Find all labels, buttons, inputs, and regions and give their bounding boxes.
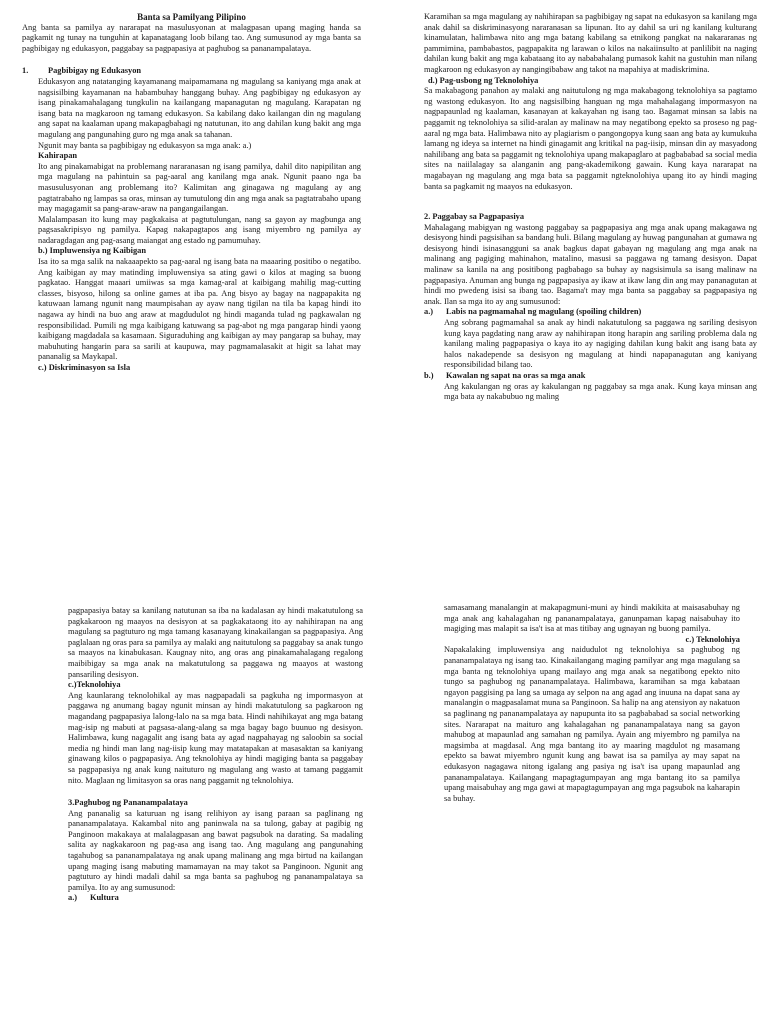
subheading-teknolohiya-pananampalataya: c.) Teknolohiya (685, 634, 740, 644)
column-bottom-left (68, 606, 363, 904)
subheading-kultura (68, 893, 363, 904)
column-top-right (424, 12, 757, 403)
item-b-number: b.) (424, 371, 434, 380)
subheading-kahirapan: Kahirapan (38, 151, 78, 161)
intro-paragraph: Ang banta sa pamilya ay nararapat na masulusyonan at malagpasan upang maging handa sa pagkamit ng tunay na tunguhin at kapanatagang loob bilang tao. Ang sumusunod ay mga banta sa pagbibigay ng edukasyon, paggabay sa pagpapasiya at paghubog sa pananampalataya. (22, 22, 361, 53)
teknolohiya-edukasyon-paragraph: Sa makabagong panahon ay malaki ang naitutulong ng mga makabagong teknolohiya sa pagtamo ng wastong edukasyon. Ito ang nagsisilbing hanguan ng mga mahahalagang impormasyon na nagpapaunlad ng kaalaman, kasanayan at kakayahan ng isang tao. Bagamat minsan sa labis na paggamit ng teknolohiya sa silid-aralan ay malinaw na may negatibong epekto sa proseso ng pag-aaral ng mga bata. Halimbawa nito ay plagiarism o pangongopya kung saan ang bata ay kumukuha lamang ng ideya sa internet na hindi ginagamit ang kritikal na pag-iisip, minsan din ay masyadong nahilibang ang bata sa paggamit ng teknolohiya upang makapaglaro at pagbababad sa social media sites na naiilalagay sa alanganin ang pang-akademikong gawain. Kung kaya nararapat na magabayan ng magulang ang mga bata sa paggamit ngteknolohiya upang ito ay hindi maging banta sa pagkamit ng maayos na edukasyon. (424, 86, 757, 191)
subheading-labis-na-pagmamahal (424, 307, 757, 318)
pananampalataya-continued-paragraph: samasamang manalangin at makapagmuni-muni ay hindi makikita at maisasabuhay ng mga anak ang kahalagahan ng pananampalataya, ganunpaman kapag naisabuhay ito magiging mas malapit sa isa't isa at mas titibay ang ugnayan ng buong pamilya. (444, 603, 740, 634)
diskriminasyon-paragraph: Karamihan sa mga magulang ay nahihirapan sa pagbibigay ng sapat na edukasyon sa kanilang mga anak dahil sa diskriminasyong nararanasan sa lipunan. Ito ay dahil sa uri ng kanilang kulturang kinamulatan, halimbawa nito ang mga batang kabilang sa etnikong pangkat na nakararanas ng pammimina, pambabastos, pagpapakita ng larawan o kilos na nakaiinsulto at panlilibit na naging dahilan kung bakit ang mga kabataang ito ay nababahalang pumasok kahit na gustuhin man nilang magkaroon ng edukasyon ay nangingibabaw ang takot na mapahiya at madiskrimina. (424, 12, 757, 74)
kawalan-ng-oras-paragraph: Ang kakulangan ng oras ay kakulangan ng paggabay sa mga anak. Kung kaya minsan ang mga bata ay nakabubuo ng maling (444, 381, 757, 402)
section-1-heading (22, 66, 361, 77)
impluwensiya-paragraph: Isa ito sa mga salik na nakaaapekto sa pag-aaral ng isang bata na maaaring positibo o negatibo. Ang kaibigan ay may matinding impluwensiya sa ating gawi o kilos at maging sa buong pagkatao. Hanggat maaari umiiwas sa mga kamag-aral at kaibigang mahilig mag-cutting classes, bisyoso, hilong sa online games at iba pa. Ang bisyo ay bagay na nagpapakita ng katuwaan lamang ngunit nang maumpisahan ay ayaw nang tigilan na tila ba kapag hindi ito nagawa ay hindi na buo ang araw at magdudulot ng hindi maganda tulad ng pagkawalan ng responsibilidad. Pumili ng mga kaibigang katuwang sa pag-abot ng mga pangarap hindi yaong kaibigang magdadala sa kasamaan. Siguraduhing ang kaibigan ay may pangarap sa buhay, may mabuhuting hangarin para sa sarili at kaupuwa, may pagmamalasakit at higit sa lahat may pananalig sa Maykapal. (38, 257, 361, 362)
kahirapan-paragraph-1: Ito ang pinakamabigat na problemang nararanasan ng isang pamilya, dahil dito napipilitan ang mga magulang na pahintuin sa pag-aaral ang kanilang mga anak. Ngunit paano nga ba masusulusyonan ang problemang ito? Kalimitan ang ginagawa ng magulang ay ang pagtatrabaho ng lampas sa oras, minsan ay tumutulong din ang mga anak sa pagtatrabaho upang may magagamit sa pang-araw-araw na pangangailangan. (38, 161, 361, 214)
kultura-number: a.) (68, 893, 78, 903)
column-bottom-right (444, 603, 740, 804)
subheading-impluwensiya: b.) Impluwensiya ng Kaibigan (38, 246, 146, 256)
kultura-title: Kultura (90, 893, 119, 903)
section-1-paragraph: Edukasyon ang natatanging kayamanang maipamamana ng magulang sa kaniyang mga anak at nagsisilbing kayamanan na habambuhay hanggang buhay. Ang pagbibigay ng edukasyon ay isang pinakamahalagang tungkulin na kailangang mapanagutan ng magulang. Karapatan ng isang bata na magkaroon ng tamang edukasyon. Sa kabilang dako kailangan din ng magulang ang sapat na kaalaman upang makapagbahagi ng natutunan, ito ang dahilan kung bakit ang mga magulang ang pangunahing guro ng mga anak sa tahanan. (38, 76, 361, 139)
section-1-threats-intro: Ngunit may banta sa pagbibigay ng edukasyon sa mga anak: a.) (38, 140, 252, 150)
subheading-kawalan-ng-oras (424, 371, 757, 382)
section-3-heading: 3.Paghubog ng Pananampalataya (68, 798, 188, 808)
pagpapasiya-continued-paragraph: pagpapasiya batay sa kanilang natutunan sa iba na kadalasan ay hindi makatutulong sa pagkakaroon ng maayos na desisyon at sa pagkakataong ito ay nahihirapan na ang magulang sa pagtuturo ng mga tamang kasanayang kinakailangan sa pagpapasiya. Ang paglalaan ng oras para sa pamilya ay malaki ang naitutulong sa paggabay sa anak tungo sa maayos na kinabukasan. Kaugnay nito, ang oras ang pinakamahalagang regalong maibibigay sa mga anak na makatutulong sa paggawa ng maayos at wastong pansariling desisyon. (68, 606, 363, 679)
section-2-paragraph: Mahalagang mabigyan ng wastong paggabay sa pagpapasiya ang mga anak upang makagawa ng desisyong hindi pagsisihan sa bandang huli. Bilang magulang ay huwag pangunahan at gumawa ng desisyong hindi isinasangguni sa anak bagkus dapat gabayan ng magulang ang mga anak na malinang ang pagiging mahinahon, matalino, masusi sa paggawa ng tamang desisyon. Dapat malinaw sa kanila na ang positibong pagbabago sa buhay ay nagsisimula sa isang malinaw na pagpapasiya. Anuman ang bunga ng pagpapasiya ay ikaw at ikaw lang din ang may pananagutan at hindi mo pwedeng isisi sa ibang tao. Bagama't may mga banta sa paggabay sa pagpapasiya ng anak. Ilan sa mga ito ay ang sumusunod: (424, 222, 757, 306)
subheading-diskriminasyon: c.) Diskriminasyon sa Isla (38, 363, 131, 372)
item-a-title: Labis na pagmamahal ng magulang (spoiling children) (446, 307, 642, 317)
item-b-title: Kawalan ng sapat na oras sa mga anak (446, 371, 586, 380)
labis-na-pagmamahal-paragraph: Ang sobrang pagmamahal sa anak ay hindi nakatutulong sa paggawa ng sariling desisyon kung kaya pagdating nang araw ay nahihirapan itong harapin ang sariling problema dala ng kanilang maling pagpapasiya o kaya ito ay nagiging dahilan kung bakit ang isang bata ay halos nakadepende sa desisyon ng magulang at hindi napapanagutan ang kaniyang responsibilidad bilang tao. (444, 318, 757, 370)
teknolohiya-pananampalataya-paragraph: Napakalaking impluwensiya ang naidudulot ng teknolohiya sa paghubog ng pananampalataya ng isang tao. Kinakailangang maging pamilyar ang mga magulang sa mga banta ng teknolohiya upang mailayo ang mga anak sa negatibong epekto nito tungo sa paghubog ng pananampalataya. Halimbawa, karamihan sa mga kabataan ngayon paggising pa lang sa umaga ay selpon na ang agad ang inuuna na dapat sana ay manalangin o magpasalamat muna sa Panginoon. Sa halip na ang atensiyon ay nakatuon sa paglinang ng pananampalataya ay napupunta ito sa pagbababad sa social networking sites. Nararapat na maituro ang kahalagahan ng pananampalataya nang sa gayon mahubog at mapaunlad ang samahan ng pamilya. Ayain ang miyembro ng pamilya na magsimba at magdasal. Ang mga bantang ito ay maaring magdulot ng masamang epekto sa bawat miyembro ngunit kung ang bawat isa sa pamilya ay may sapat na edukasyon nagagawa nitong igalang ang pasiya ng isa't isa upang mapaunlad ang pananampalataya. Kailangang mapagtagumpayan ang mga bantang ito sa pamilya upang maisabuhay ang mga gawi at mapagtagumpayan ang mga pagsubok na kaharapin sa buhay. (444, 645, 740, 803)
kahirapan-paragraph-2: Malalampasan ito kung may pagkakaisa at pagtutulungan, nang sa gayon ay magbunga ang pagsasakripisyo ng pamilya. Kapag nakapagtapos ang isang miyembro ng pamilya ay nadaragdagan ang pag-asang maiangat ang estado ng pamumuhay. (38, 214, 361, 245)
section-2-heading: 2. Paggabay sa Pagpapasiya (424, 212, 525, 222)
column-top-left (22, 12, 361, 374)
section-1-number: 1. (22, 66, 29, 76)
subheading-teknolohiya-pagpapasiya: c.)Teknolohiya (68, 680, 121, 690)
subheading-teknolohiya-edukasyon: d.) Pag-usbong ng Teknolohiya (428, 75, 539, 85)
teknolohiya-pagpapasiya-paragraph: Ang kaunlarang teknolohikal ay mas nagpapadali sa pagkuha ng impormasyon at paggawa ng anumang bagay ngunit minsan ay hindi makatutulong sa pagkaroon ng magandang pagpapasiya lalong-lalo na sa mga bata. Hindi nahihikayat ang mga batang mag-isip ng mabuti at pagsasa-alang-alang sa mga bagay bago buunuo ng desisyon. Halimbawa, kung nagagalit ang isang bata ay agad nagpahayag ng saloobin sa social media ng hindi man lang nag-iisip kung may matatapakan at masasaktan sa kaniyang ginawang kilos o pagpapasiya. Ang teknolohiya ay hindi magiging banta sa paggabay sa pagpapasiya ng anak kung naituturo ng magulang ang wasto at tamang paggamit nito. Maglaan ng limitasyon sa oras nang paggamit ng teknolohiya. (68, 690, 363, 785)
document-title: Banta sa Pamilyang Pilipino (137, 12, 246, 22)
section-1-title: Pagbibigay ng Edukasyon (48, 66, 142, 76)
section-3-paragraph: Ang pananalig sa katuruan ng isang relihiyon ay isang paraan sa paglinang ng pananampalataya. Kakambal nito ang paninwala na sa tulong, gabay at pagibig ng Panginoon makakaya at malalagpasan ang bawat pagsubok na darating. Sa madaling salita ay nagkakaroon ng pag-asa ang isang tao. Ang magulang ang pangunahing tagahubog sa pananampalataya ng anak upang malinang ang mga birtud na kailangan upang maging isang mabuting mamamayan na may takot sa Panginoon. Ngunit ang pagtuturo ay hindi madali dahil sa mga banta sa paghubog ng pananampalataya sa pamilya. Ito ay ang sumusunod: (68, 808, 363, 892)
item-a-number: a.) (424, 307, 434, 317)
